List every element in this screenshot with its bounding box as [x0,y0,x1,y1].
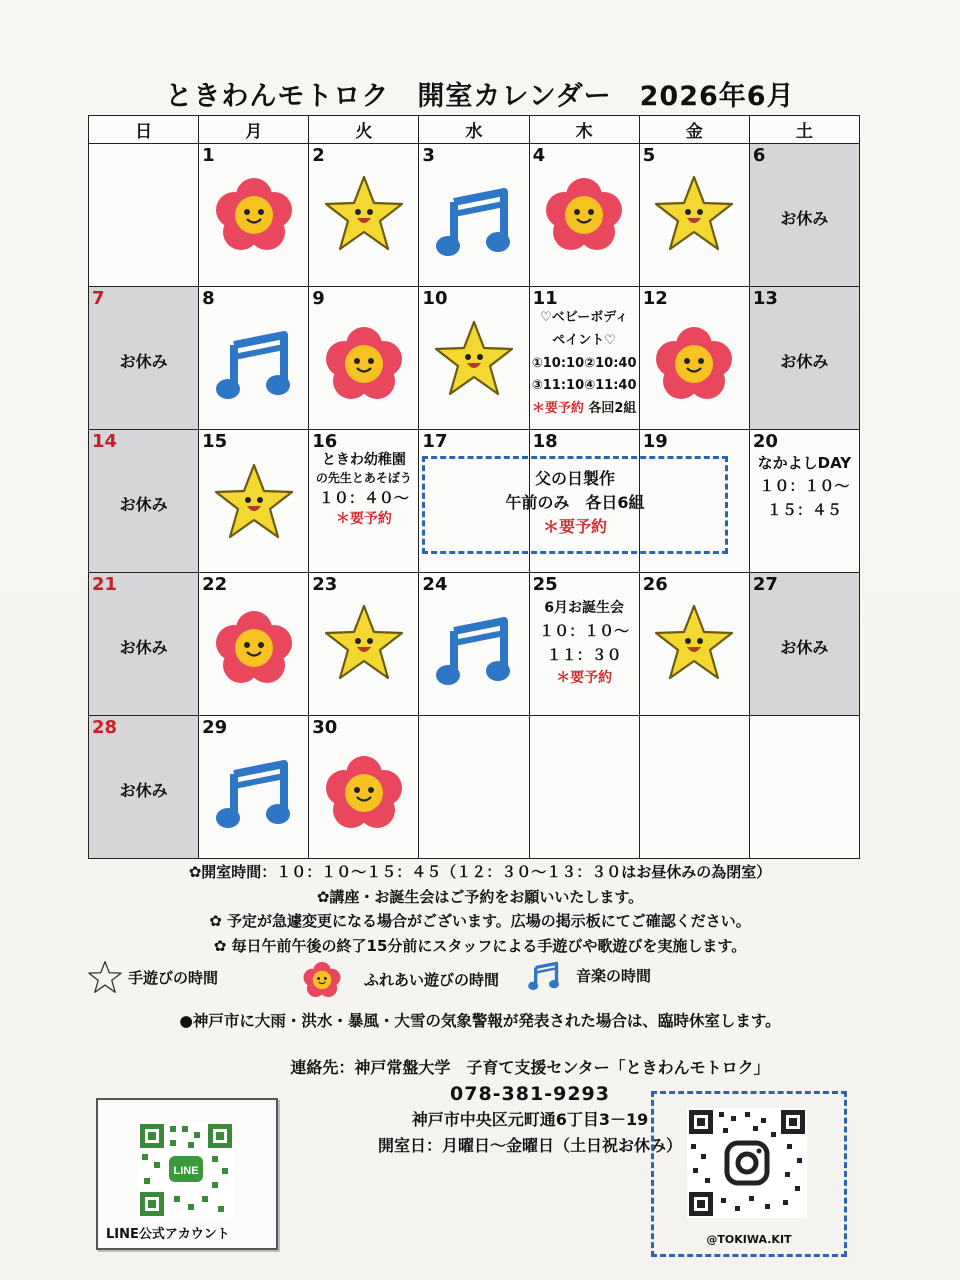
day-number: 27 [752,574,778,595]
day-cell [199,430,309,573]
day-number: 12 [642,288,668,309]
star-icon [324,603,404,681]
day-number: 16 [312,431,338,452]
empty-day-cell [419,716,529,859]
weekday-wed: 水 [419,116,529,144]
note-hours: ✿開室時間：１０：１０～１５：４５（１２：３０～１３：３０はお昼休みの為閉室） [188,863,772,881]
fathers-day-event-box [422,456,728,554]
event-title: ときわ幼稚園 [321,452,406,468]
closed-label: お休み [119,495,168,514]
contact-organization: 連絡先：神戸常盤大学 子育て支援センター「ときわんモトロク」 [290,1058,770,1077]
event-times: ③11:10④11:40 [531,378,637,394]
instagram-qr-card [651,1091,847,1257]
day-number: 17 [422,431,448,452]
day-cell [419,144,529,287]
day-number: 7 [92,288,105,309]
note-daily-activity: ✿ 毎日午前午後の終了15分前にスタッフによる手遊びや歌遊びを実施します。 [213,936,747,955]
reserve-required: ＊要予約 [556,670,613,687]
flower-icon [214,174,294,252]
music-note-icon [216,327,292,399]
closed-label: お休み [119,352,168,371]
day-cell-closed [89,430,199,573]
day-number: 26 [642,574,668,595]
star-icon [434,319,514,397]
closed-label: お休み [780,209,829,228]
day-number: 24 [422,574,448,595]
day-number: 18 [532,431,558,452]
event-time: １０：１０～ [539,622,630,641]
line-caption: LINE公式アカウント [106,1227,230,1242]
star-icon [324,174,404,252]
day-cell-closed [749,573,859,716]
weekday-sat: 土 [749,116,859,144]
open-days: 開室日：月曜日～金曜日（土日祝お休み） [377,1136,682,1155]
day-cell-closed [89,573,199,716]
weekday-tue: 火 [309,116,419,144]
flower-icon [544,174,624,252]
music-note-icon [436,184,512,256]
day-number: 28 [92,717,118,738]
baby-body-paint-event [530,307,639,421]
day-cell [639,573,749,716]
day-number: 13 [752,288,778,309]
day-number: 10 [422,288,448,309]
reserve-required: ＊要予約 [335,511,392,528]
week-row [89,573,860,716]
flower-icon [654,323,734,401]
day-number: 19 [642,431,668,452]
day-number: 9 [312,288,325,309]
legend-label: 音楽の時間 [576,966,652,985]
music-note-icon [528,960,560,990]
day-cell-closed [89,716,199,859]
day-number: 23 [312,574,338,595]
line-logo-text: LINE [173,1165,199,1177]
nakayoshi-day-event [750,452,859,522]
empty-day-cell [529,716,639,859]
day-cell [639,287,749,430]
icon-legend [88,960,888,1000]
weekday-thu: 木 [529,116,639,144]
event-title: 父の日製作 [534,469,615,488]
week-row [89,287,860,430]
music-note-icon [436,613,512,685]
address: 神戸市中央区元町通6丁目3－19 [411,1110,649,1129]
note-schedule-change: ✿ 予定が急遽変更になる場合がございます。広場の掲示板にてご確認ください。 [209,912,751,930]
closed-label: お休み [119,638,168,657]
day-cell [199,716,309,859]
day-number: 15 [202,431,228,452]
day-number: 21 [92,574,118,595]
day-cell-closed [749,287,859,430]
legend-star [88,960,218,994]
star-icon [214,462,294,540]
closed-label: お休み [780,638,829,657]
legend-music [528,960,651,990]
day-cell [749,430,859,573]
day-cell [199,287,309,430]
day-cell [309,430,419,573]
empty-day-cell [749,716,859,859]
kindergarten-event [309,450,418,530]
instagram-handle: @TOKIWA.KIT [706,1233,792,1246]
day-number: 22 [202,574,228,595]
day-number: 8 [202,288,215,309]
line-qr-code[interactable] [138,1122,234,1218]
day-number: 14 [92,431,118,452]
week-row [89,716,860,859]
day-cell [199,573,309,716]
day-cell [309,287,419,430]
phone-number[interactable]: 078-381-9293 [450,1083,610,1105]
week-row [89,144,860,287]
flower-icon [214,607,294,685]
flower-icon [302,960,342,998]
day-cell [529,287,639,430]
day-number: 11 [532,288,558,309]
star-outline-icon [88,960,122,994]
event-title: 6月お誕生会 [544,600,624,616]
event-time: １１：３０ [546,646,622,665]
note-reservation: ✿講座・お誕生会はご予約をお願いいたします。 [316,887,644,906]
weekday-fri: 金 [639,116,749,144]
closed-label: お休み [780,352,829,371]
day-cell [199,144,309,287]
birthday-party-event [530,597,639,690]
day-cell-closed [89,287,199,430]
day-cell [419,287,529,430]
event-title: ペイント♡ [552,332,616,348]
day-number: 1 [202,145,215,166]
reserve-required: ＊要予約 [542,517,607,536]
empty-day-cell [639,716,749,859]
legend-label: 手遊びの時間 [128,968,219,987]
day-number: 3 [422,145,435,166]
line-qr-card [96,1098,278,1250]
day-cell [529,573,639,716]
day-number: 29 [202,717,228,738]
closed-label: お休み [119,781,168,800]
event-detail: 午前のみ 各日6組 [505,493,645,512]
weekday-mon: 月 [199,116,309,144]
weekday-sun: 日 [89,116,199,144]
weekday-header [89,116,860,144]
day-number: 6 [752,145,766,166]
page-title: ときわんモトロク 開室カレンダー 2026年6月 [165,81,795,112]
event-reserve-note [530,398,639,421]
capacity-note: 各回2組 [588,401,637,416]
reserve-required: ＊要予約 [531,401,584,416]
instagram-qr-code[interactable] [687,1108,807,1218]
legend-flower [302,960,499,998]
event-times: ①10:10②10:40 [531,355,637,371]
day-number: 25 [532,574,558,595]
empty-day-cell [89,144,199,287]
event-title: の先生とあそぼう [315,471,412,486]
music-note-icon [216,756,292,828]
star-icon [654,603,734,681]
notes-block [0,860,960,958]
day-cell-closed [749,144,859,287]
day-cell [309,573,419,716]
day-cell [639,144,749,287]
day-cell [419,573,529,716]
flower-icon [324,752,404,830]
day-number: 30 [312,717,338,738]
day-number: 2 [312,145,325,166]
event-title: なかよしDAY [757,454,852,472]
event-time: １０：１０～ [759,477,850,496]
day-number: 5 [642,145,656,166]
weather-warning: ●神戸市に大雨・洪水・暴風・大雪の気象警報が発表された場合は、臨時休室します。 [179,1012,781,1030]
star-icon [654,174,734,252]
event-title: ♡ベビーボディ [540,310,629,325]
event-time: １０：４０～ [318,488,409,507]
day-cell [529,144,639,287]
day-number: 20 [752,431,778,452]
day-cell [309,144,419,287]
event-time: １５：４５ [766,500,842,519]
legend-label: ふれあい遊びの時間 [364,970,500,989]
day-cell [309,716,419,859]
flower-icon [324,323,404,401]
day-number: 4 [532,145,546,166]
